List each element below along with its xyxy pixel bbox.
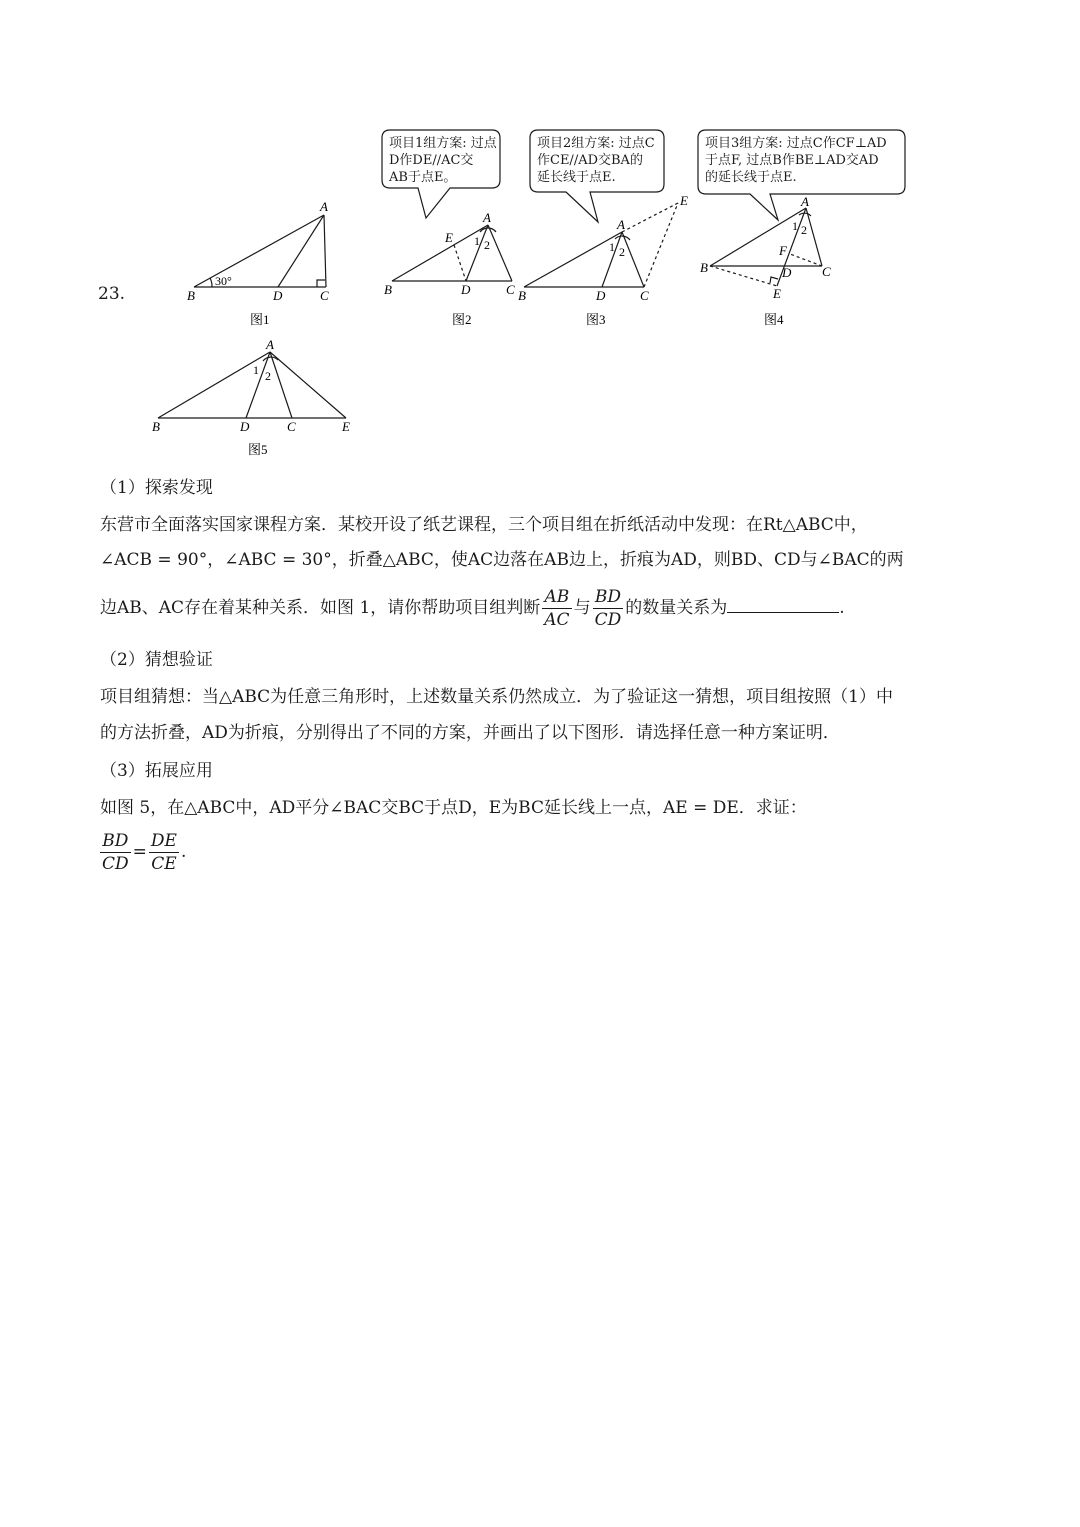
fraction-bd-cd [593,586,624,631]
equals-sign: = [132,842,147,862]
figure-3 [524,203,678,287]
fig5-label-c: C [287,419,296,434]
fig1-label-c: C [320,288,329,303]
part2-heading: （2）猜想验证 [100,650,213,670]
fraction-bd-cd [100,830,131,875]
fig3-label-b: B [518,288,526,303]
part2-line2: 的方法折叠，AD为折痕，分别得出了不同的方案，并画出了以下图形．请选择任意一种方案证明． [100,723,840,743]
fig5-label-2: 2 [265,369,271,383]
fraction-denominator: CD [594,610,622,630]
fraction-numerator: DE [150,831,177,851]
fig5-label-1: 1 [253,363,259,377]
fig4-label-2: 2 [801,223,807,237]
fraction-ab-ac [542,586,571,631]
part3-heading: （3）拓展应用 [100,761,213,781]
part1-line3-mid: 与 [573,598,591,618]
fig2-label-d: D [461,282,471,297]
part1-line1: 东营市全面落实国家课程方案．某校开设了纸艺课程，三个项目组在折纸活动中发现：在Rt△ABC中， [100,515,868,535]
fig5-label-d: D [240,419,250,434]
fig4-label-f: F [779,243,787,258]
fig4-label-a: A [801,194,809,209]
question-number: 23. [98,284,126,304]
part1-heading: （1）探索发现 [100,478,213,498]
fig4-caption: 图4 [764,312,784,327]
fraction-numerator: BD [593,586,624,609]
fraction-denominator: CD [102,854,129,874]
fig1-label-b: B [187,288,195,303]
part1-line3-post: 的数量关系为 [625,598,728,618]
fig3-label-d: D [596,288,606,303]
fig2-label-1: 1 [474,234,480,248]
fraction-de-ce [149,830,179,875]
fig2-label-2: 2 [484,238,490,252]
fig1-caption: 图1 [250,312,270,327]
fig3-label-1: 1 [609,240,615,254]
figure-5 [158,352,346,418]
fraction-denominator: CE [151,854,177,874]
part1-line3-end: . [839,598,845,618]
fig4-label-e: E [773,286,781,301]
part1-line3-pre: 边AB、AC存在着某种关系．如图 1，请你帮助项目组判断 [100,598,541,618]
fraction-numerator: AB [542,586,571,609]
figure-1 [194,215,326,287]
fig4-bubble-text: 项目3组方案: 过点C作CF⊥AD 于点F, 过点B作BE⊥AD交AD 的延长线于点E. [705,136,887,185]
fig5-caption: 图5 [248,442,268,457]
figures-canvas [0,0,1080,470]
fig1-label-a: A [320,199,328,214]
fig4-label-b: B [700,260,708,275]
fig3-caption: 图3 [586,312,606,327]
answer-blank[interactable] [727,596,839,613]
part1-line3 [100,586,845,631]
fig2-label-a: A [483,210,491,225]
fig2-label-c: C [506,282,515,297]
equation-end: . [180,842,187,862]
fig1-angle-30: 30° [215,274,232,288]
fig2-label-e: E [445,230,453,245]
part3-line1: 如图 5，在△ABC中，AD平分∠BAC交BC于点D，E为BC延长线上一点，AE = DE．求证： [100,798,807,818]
fig2-bubble-text: 项目1组方案: 过点D作DE//AC交 AB于点E。 [389,136,497,185]
fig3-label-e: E [680,193,688,208]
fig3-bubble-text: 项目2组方案: 过点C作CE//AD交BA的 延长线于点E. [537,136,655,185]
fig5-label-b: B [152,419,160,434]
fig2-label-b: B [384,282,392,297]
figure-4 [710,208,822,286]
fig5-label-e: E [342,419,350,434]
fig5-label-a: A [266,337,274,352]
fig3-label-2: 2 [619,245,625,259]
fig4-label-c: C [822,264,831,279]
fig1-label-d: D [273,288,283,303]
fraction-denominator: AC [544,610,570,630]
fraction-numerator: BD [100,830,131,853]
fig4-label-d: D [782,265,792,280]
part1-line2: ∠ACB = 90°，∠ABC = 30°，折叠△ABC，使AC边落在AB边上，折痕为AD，则BD、CD与∠BAC的两 [100,550,904,570]
fig3-label-a: A [617,217,625,232]
part2-line1: 项目组猜想：当△ABC为任意三角形时，上述数量关系仍然成立．为了验证这一猜想，项目组按照（1）中 [100,687,893,707]
fig4-label-1: 1 [792,219,798,233]
fig3-label-c: C [640,288,649,303]
part3-equation [98,830,186,875]
fig2-caption: 图2 [452,312,472,327]
